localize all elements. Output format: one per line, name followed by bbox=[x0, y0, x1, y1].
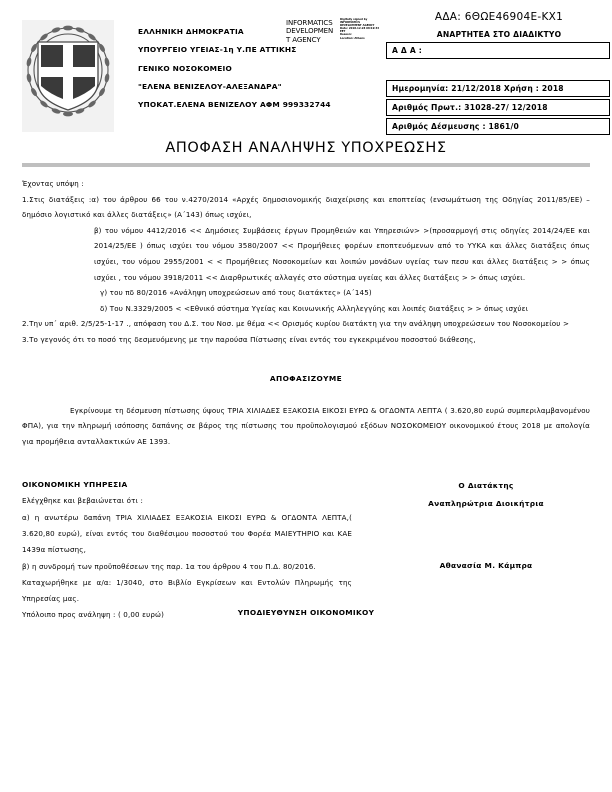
header-divider bbox=[22, 163, 590, 167]
ida-logo-line-1: INFORMATICS bbox=[286, 19, 333, 27]
financial-check-intro: Ελέγχθηκε και βεβαιώνεται ότι : bbox=[22, 496, 144, 506]
org-line-ministry: ΥΠΟΥΡΓΕΙΟ ΥΓΕΙΑΣ-1η Υ.ΠΕ ΑΤΤΙΚΗΣ bbox=[138, 45, 297, 55]
financial-service-title: ΟΙΚΟΝΟΜΙΚΗ ΥΠΗΡΕΣΙΑ bbox=[22, 480, 128, 490]
ida-logo-line-3: T AGENCY bbox=[286, 35, 321, 44]
informatics-development-agency-logo bbox=[286, 19, 348, 44]
signature-line-4: Date: 2018.12.28 08:19:33 bbox=[340, 27, 380, 31]
approval-paragraph: Εγκρίνουμε τη δέσμευση πίστωσης ύψους ΤΡΙΑ ΧΙΛΙΑΔΕΣ ΕΞΑΚΟΣΙΑ ΕΙΚΟΣΙ ΕΥΡΩ & ΟΓΔΟΝΤΑ ΛΕΠΤΑ ( 3.620,80 ευρώ συμπεριλαμβανομένου ΦΠΑ), για την πληρωμή ισόποσης δαπάνης σε βάρος της πίστωσης του προϋπολογισμού εξόδων ΝΟΣΟΚΟΜΕΙΟΥ οικονομικού έτους 2018 με απολογία για προμήθεια ανταλλακτικών ΑΕ 1393. bbox=[22, 405, 590, 446]
org-line-hospital: ΓΕΝΙΚΟ ΝΟΣΟΚΟΜΕΙΟ bbox=[138, 63, 232, 73]
financial-check-a: α) η ανωτέρω δαπάνη ΤΡΙΑ ΧΙΛΙΑΔΕΣ ΕΞΑΚΟΣΙΑ ΕΙΚΟΣΙ ΕΥΡΩ & ΟΓΔΟΝΤΑ ΛΕΠΤΑ,( 3.620,80 ευρώ), είναι εντός του διαθέσιμου ποσοστού του Φορέα ΜΑΙΕΥΤΗΡΙΟ και ΚΑΕ 1439α πίστωσης, bbox=[22, 512, 352, 555]
financial-check-b: β) η συνδρομή των προϋποθέσεων της παρ. 1α του άρθρου 4 του Π.Δ. 80/2016. bbox=[22, 561, 316, 571]
org-line-hospital-name: "ΕΛΕΝΑ ΒΕΝΙΖΕΛΟΥ-ΑΛΕΞΑΝΔΡΑ" bbox=[138, 81, 282, 91]
org-line-republic: ΕΛΛΗΝΙΚΗ ΔΗΜΟΚΡΑΤΙΑ bbox=[138, 27, 244, 36]
published-online-label: ΑΝΑΡΤΗΤΕΑ ΣΤΟ ΔΙΑΔΙΚΤΥΟ bbox=[436, 30, 562, 39]
signatory-role-primary: Ο Διατάκτης bbox=[458, 481, 514, 491]
body-item-2: 2.Την υπ΄ αριθ. 2/5/25-1-17 ., απόφαση του Δ.Σ. του Νοσ. με θέμα << Ορισμός κυρίου διατάκτη για την ανάληψη υποχρεώσεων του Νοσοκομείου > bbox=[22, 319, 570, 329]
body-item-1c: γ) του πδ 80/2016 «Ανάληψη υποχρεώσεων από τους διατάκτες» (Α΄145) bbox=[100, 288, 372, 298]
document-header bbox=[0, 0, 612, 150]
page-title: ΑΠΟΦΑΣΗ ΑΝΑΛΗΨΗΣ ΥΠΟΧΡΕΩΣΗΣ bbox=[165, 140, 447, 156]
body-intro: Έχοντας υπόψη : bbox=[22, 179, 84, 188]
commitment-field-box: Αριθμός Δέσμευσης : 1861/0 bbox=[386, 118, 610, 135]
org-line-branch-vat: ΥΠΟΚΑΤ.ΕΛΕΝΑ ΒΕΝΙΖΕΛΟΥ ΑΦΜ 999332744 bbox=[138, 100, 331, 110]
signature-line-2: INFORMATICS bbox=[340, 21, 361, 25]
financial-registration: Καταχωρήθηκε με α/α: 1/3040, στο Βιβλίο Εγκρίσεων και Εντολών Πληρωμής της Υπηρεσίας μας. bbox=[22, 577, 352, 604]
document-body bbox=[22, 176, 590, 637]
signatory-column bbox=[382, 477, 590, 570]
signature-line-7: Location: Athens bbox=[340, 36, 365, 40]
protocol-field-box: Αριθμός Πρωτ.: 31028-27/ 12/2018 bbox=[386, 99, 610, 116]
ada-code-label: ΑΔΑ: 6ΘΩΕ46904Ε-ΚΧ1 bbox=[434, 11, 564, 23]
ada-field-box: Α Δ Α : bbox=[386, 42, 610, 59]
financial-remaining: Υπόλοιπο προς ανάληψη : ( 0,00 ευρώ) bbox=[22, 610, 164, 620]
hellenic-republic-coat-of-arms-icon bbox=[22, 20, 114, 132]
signatory-role-deputy: Αναπληρώτρια Διοικήτρια bbox=[428, 499, 544, 509]
signature-line-5: EET bbox=[340, 30, 346, 34]
body-item-1b: β) του νόμου 4412/2016 << Δημόσιες Συμβάσεις έργων Προμηθειών και Υπηρεσιών> >(προσαρμογή στις οδηγίες 2014/24/ΕΕ και 2014/25/ΕΕ ) όπως ισχύει του νόμου 3580/2007 << Προμήθειες φορέων εποπτευόμενων από το ΥΥΚΑ και άλλες διατάξεις όπως ισχύει, του νόμου 2955/2001 < < Προμήθειες Νοσοκομείων και λοιπών μονάδων υγείας των πεσυ και άλλες διατάξεις > > όπως ισχύει , του νόμου 3918/2011 << Διαρθρωτικές αλλαγές στο σύστημα υγείας και άλλες διατάξεις > > όπως ισχύει. bbox=[94, 225, 590, 282]
body-item-3: 3.Το γεγονός ότι το ποσό της δεσμευόμενης με την παρούσα Πίστωσης είναι εντός του εγκεκριμένου ποσοστού διάθεσης, bbox=[22, 334, 476, 344]
date-field-box: Ημερομηνία: 21/12/2018 Χρήση : 2018 bbox=[386, 80, 610, 97]
financial-service-column bbox=[22, 477, 352, 623]
body-item-1d: δ) Του Ν.3329/2005 < <Εθνικό σύστημα Υγείας και Κοινωνικής Αλληλεγγύης και λοιπές διατάξεις > > όπως ισχύει bbox=[100, 303, 529, 313]
signature-space bbox=[382, 513, 590, 561]
body-item-1: 1.Στις διατάξεις :α) του άρθρου 66 του ν.4270/2014 «Αρχές δημοσιονομικής διαχείρισης και εποπτείας (ενσωμάτωση της Οδηγίας 2011/85/ΕΕ) – δημόσιο λογιστικό και άλλες διατάξεις» (Α΄143) όπως ισχύει, bbox=[22, 194, 590, 220]
signatory-name: Αθανασία Μ. Κάμπρα bbox=[439, 561, 533, 571]
ida-logo-line-2: DEVELOPMEN bbox=[286, 27, 334, 36]
signature-line-6: Reason: bbox=[340, 33, 352, 37]
signature-line-1: Digitally signed by bbox=[340, 18, 368, 21]
signature-line-3: DEVELOPMENT AGENCY bbox=[340, 24, 375, 28]
decision-heading: ΑΠΟΦΑΣΙΖΟΥΜΕ bbox=[269, 373, 343, 383]
footer-department: ΥΠΟΔΙΕΥΘΥΝΣΗ ΟΙΚΟΝΟΜΙΚΟΥ bbox=[237, 608, 375, 617]
